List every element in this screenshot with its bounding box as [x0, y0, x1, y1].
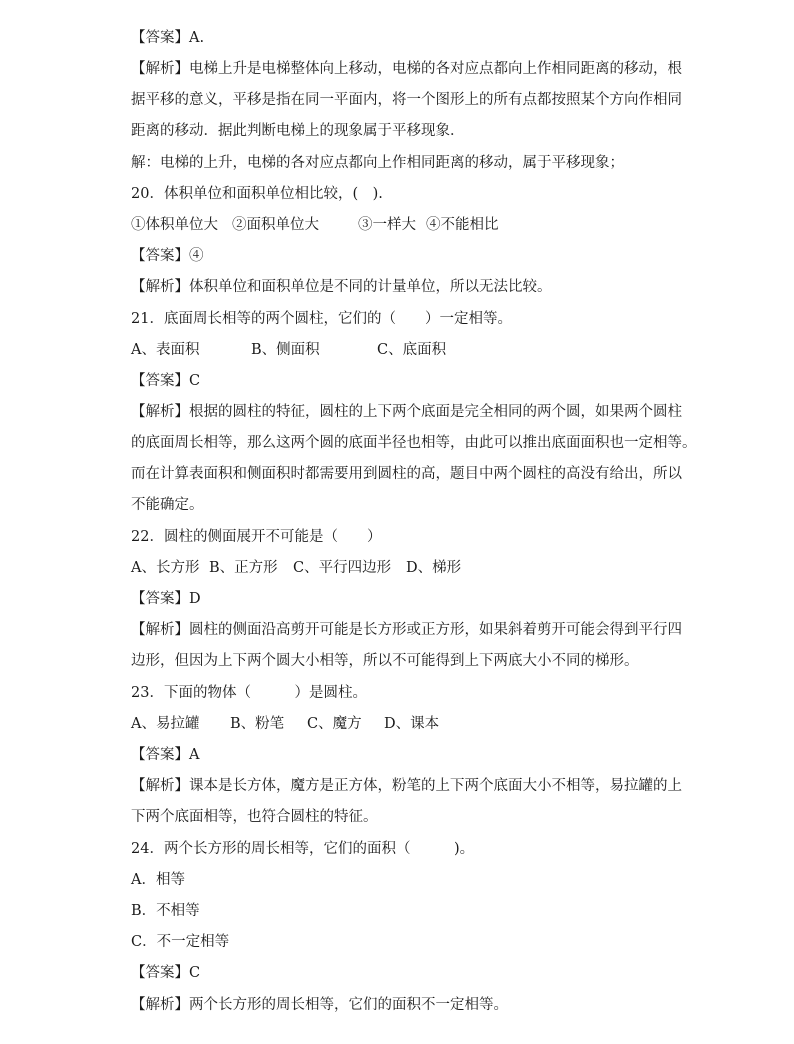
- question-22: 22．圆柱的侧面展开不可能是（ ）: [131, 529, 382, 545]
- option-24-b: B．不相等: [131, 903, 200, 919]
- analysis-20: 【解析】体积单位和面积单位是不同的计量单位，所以无法比较。: [131, 279, 552, 295]
- analysis-22-line-1: 【解析】圆柱的侧面沿高剪开可能是长方形或正方形，如果斜着剪开可能会得到平行四: [131, 622, 682, 638]
- analysis-24: 【解析】两个长方形的周长相等，它们的面积不一定相等。: [131, 997, 508, 1013]
- option-23-c: C、魔方: [307, 716, 362, 732]
- question-24: 24．两个长方形的周长相等，它们的面积（ )。: [131, 841, 475, 857]
- option-23-b: B、粉笔: [230, 716, 285, 732]
- option-22-c: C、平行四边形: [293, 560, 392, 576]
- answer-19: 【答案】A.: [131, 30, 205, 46]
- option-22-b: B、正方形: [209, 560, 278, 576]
- option-23-a: A、易拉罐: [131, 716, 200, 732]
- option-22-d: D、梯形: [406, 560, 462, 576]
- option-24-a: A．相等: [131, 872, 185, 888]
- answer-24: 【答案】C: [131, 965, 201, 981]
- analysis-21-line-3: 而在计算表面积和侧面积时都需要用到圆柱的高，题目中两个圆柱的高没有给出，所以: [131, 466, 682, 482]
- analysis-23-line-1: 【解析】课本是长方体，魔方是正方体，粉笔的上下两个底面大小不相等，易拉罐的上: [131, 778, 682, 794]
- analysis-21-line-4: 不能确定。: [131, 497, 204, 513]
- analysis-22-line-2: 边形，但因为上下两个圆大小相等，所以不可能得到上下两底大小不同的梯形。: [131, 653, 639, 669]
- answer-23: 【答案】A: [131, 747, 200, 763]
- question-21: 21．底面周长相等的两个圆柱，它们的（ ）一定相等。: [131, 311, 512, 327]
- options-20: [131, 215, 499, 235]
- solution-19: 解：电梯的上升，电梯的各对应点都向上作相同距离的移动，属于平移现象；: [131, 155, 624, 171]
- question-23: 23．下面的物体（ ）是圆柱。: [131, 685, 367, 701]
- answer-21: 【答案】C: [131, 373, 201, 389]
- answer-22: 【答案】D: [131, 591, 201, 607]
- analysis-19-line-2: 据平移的意义，平移是指在同一平面内，将一个图形上的所有点都按照某个方向作相同: [131, 92, 682, 108]
- option-21-a: A、表面积: [131, 342, 200, 358]
- options-23: [131, 714, 439, 734]
- option-20-1: ①体积单位大: [131, 217, 218, 233]
- analysis-19-line-3: 距离的移动．据此判断电梯上的现象属于平移现象．: [131, 123, 465, 139]
- analysis-23-line-2: 下两个底面相等，也符合圆柱的特征。: [131, 809, 378, 825]
- option-20-4: ④不能相比: [426, 217, 499, 233]
- option-20-3: ③一样大: [358, 217, 416, 233]
- question-20: 20．体积单位和面积单位相比较，( ).: [131, 186, 383, 202]
- analysis-21-line-2: 的底面周长相等，那么这两个圆的底面半径也相等，由此可以推出底面面积也一定相等。: [131, 435, 697, 451]
- option-20-2: ②面积单位大: [232, 217, 319, 233]
- answer-20: 【答案】④: [131, 248, 204, 264]
- options-22: [131, 558, 461, 578]
- analysis-21-line-1: 【解析】根据的圆柱的特征，圆柱的上下两个底面是完全相同的两个圆，如果两个圆柱: [131, 404, 682, 420]
- option-21-b: B、侧面积: [251, 342, 320, 358]
- analysis-19-line-1: 【解析】电梯上升是电梯整体向上移动，电梯的各对应点都向上作相同距离的移动，根: [131, 61, 682, 77]
- option-22-a: A、长方形: [131, 560, 200, 576]
- option-21-c: C、底面积: [377, 342, 447, 358]
- option-24-c: C．不一定相等: [131, 934, 230, 950]
- options-21: [131, 340, 446, 360]
- option-23-d: D、课本: [384, 716, 440, 732]
